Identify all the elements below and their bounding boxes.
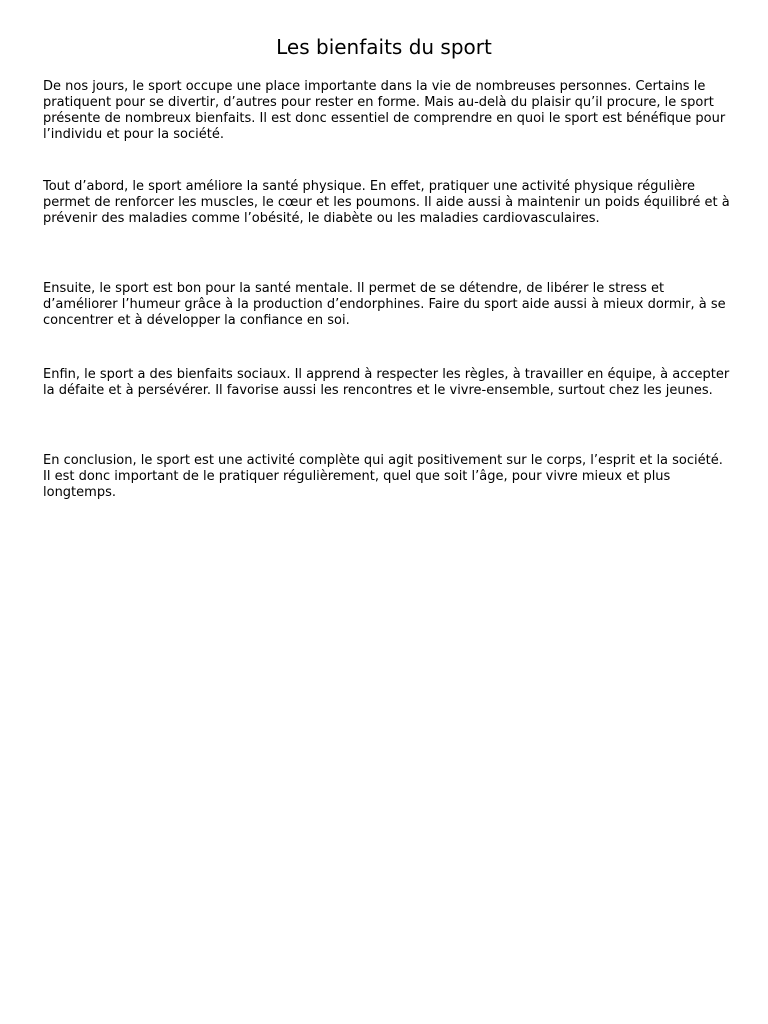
paragraph-introduction: De nos jours, le sport occupe une place importante dans la vie de nombreuses personnes. Certains le pratiquent pour se divertir, d’autres pour rester en forme. Mais au-delà du plaisir qu’il procure, le sport présente de nombreux bienfaits. Il est donc essentiel de comprendre en quoi le sport est bénéfique pour l’individu et pour la société. [43, 79, 726, 142]
paragraph-social-benefits: Enfin, le sport a des bienfaits sociaux. Il apprend à respecter les règles, à travailler en équipe, à accepter la défaite et à persévérer. Il favorise aussi les rencontres et le vivre-ensemble, surtout chez les jeunes. [43, 367, 730, 398]
document-title: Les bienfaits du sport [276, 35, 492, 59]
paragraph-conclusion: En conclusion, le sport est une activité complète qui agit positivement sur le corps, l’esprit et la société. Il est donc important de le pratiquer régulièrement, quel que soit l’âge, pour vivre mieux et plus longtemps. [43, 453, 723, 500]
paragraph-mental-health: Ensuite, le sport est bon pour la santé mentale. Il permet de se détendre, de libérer le stress et d’améliorer l’humeur grâce à la production d’endorphines. Faire du sport aide aussi à mieux dormir, à se concentrer et à développer la confiance en soi. [43, 281, 726, 328]
paragraph-physical-health: Tout d’abord, le sport améliore la santé physique. En effet, pratiquer une activité physique régulière permet de renforcer les muscles, le cœur et les poumons. Il aide aussi à maintenir un poids équilibré et à prévenir des maladies comme l’obésité, le diabète ou les maladies cardiovasculaires. [43, 179, 730, 226]
